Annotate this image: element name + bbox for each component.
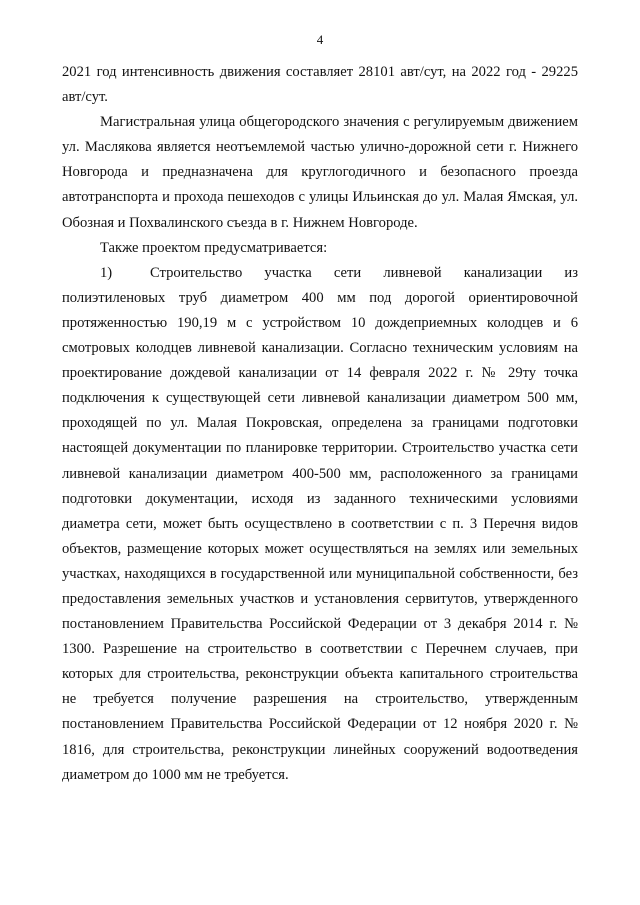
paragraph-continuation: 2021 год интенсивность движения составляет 28101 авт/сут, на 2022 год - 29225 авт/сут. <box>62 64 578 106</box>
paragraph-project-intro: Также проектом предусматривается: <box>100 239 328 256</box>
page-number: 4 <box>316 32 324 47</box>
list-item-1 <box>62 261 578 788</box>
list-item-number: 1) <box>100 264 113 281</box>
paragraph-street-description: Магистральная улица общегородского значения с регулируемым движением ул. Маслякова является неотъемлемой частью улично-дорожной сети г. Нижнего Новгорода и предназначена для круглогодичного и безопасного проезда автотранспорта и прохода пешеходов с улицы Ильинская до ул. Малая Ямская, ул. Обозная и Похвалинского съезда в г. Нижнем Новгороде. <box>62 114 578 231</box>
document-body <box>62 60 578 788</box>
list-item-text: Строительство участка сети ливневой канализации из полиэтиленовых труб диаметром 400 мм под дорогой ориентировочной протяженностью 190,19 м с устройством 10 дождеприемных колодцев и 6 смотровых колодцев ливневой канализации. Согласно техническим условиям на проектирование дождевой канализации от 14 февраля 2022 г. № 29ту точка подключения к существующей сети ливневой канализации диаметром 500 мм, проходящей по ул. Малая Покровская, определена за границами подготовки настоящей документации по планировке территории. Строительство участка сети ливневой канализации диаметром 400-500 мм, расположенного за границами подготовки документации, исходя из заданного техническими условиями диаметра сети, может быть осуществлено в соответствии с п. 3 Перечня видов объектов, размещение которых может осуществляться на землях или земельных участках, находящихся в государственной или муниципальной собственности, без предоставления земельных участков и установления сервитутов, утвержденного постановлением Правительства Российской Федерации от 3 декабря 2014 г. № 1300. Разрешение на строительство в соответствии с Перечнем случаев, при которых для строительства, реконструкции объекта капитального строительства не требуется получение разрешения на строительство, утвержденным постановлением Правительства Российской Федерации от 12 ноября 2020 г. № 1816, для строительства, реконструкции линейных сооружений водоотведения диаметром до 1000 мм не требуется. <box>62 264 578 783</box>
